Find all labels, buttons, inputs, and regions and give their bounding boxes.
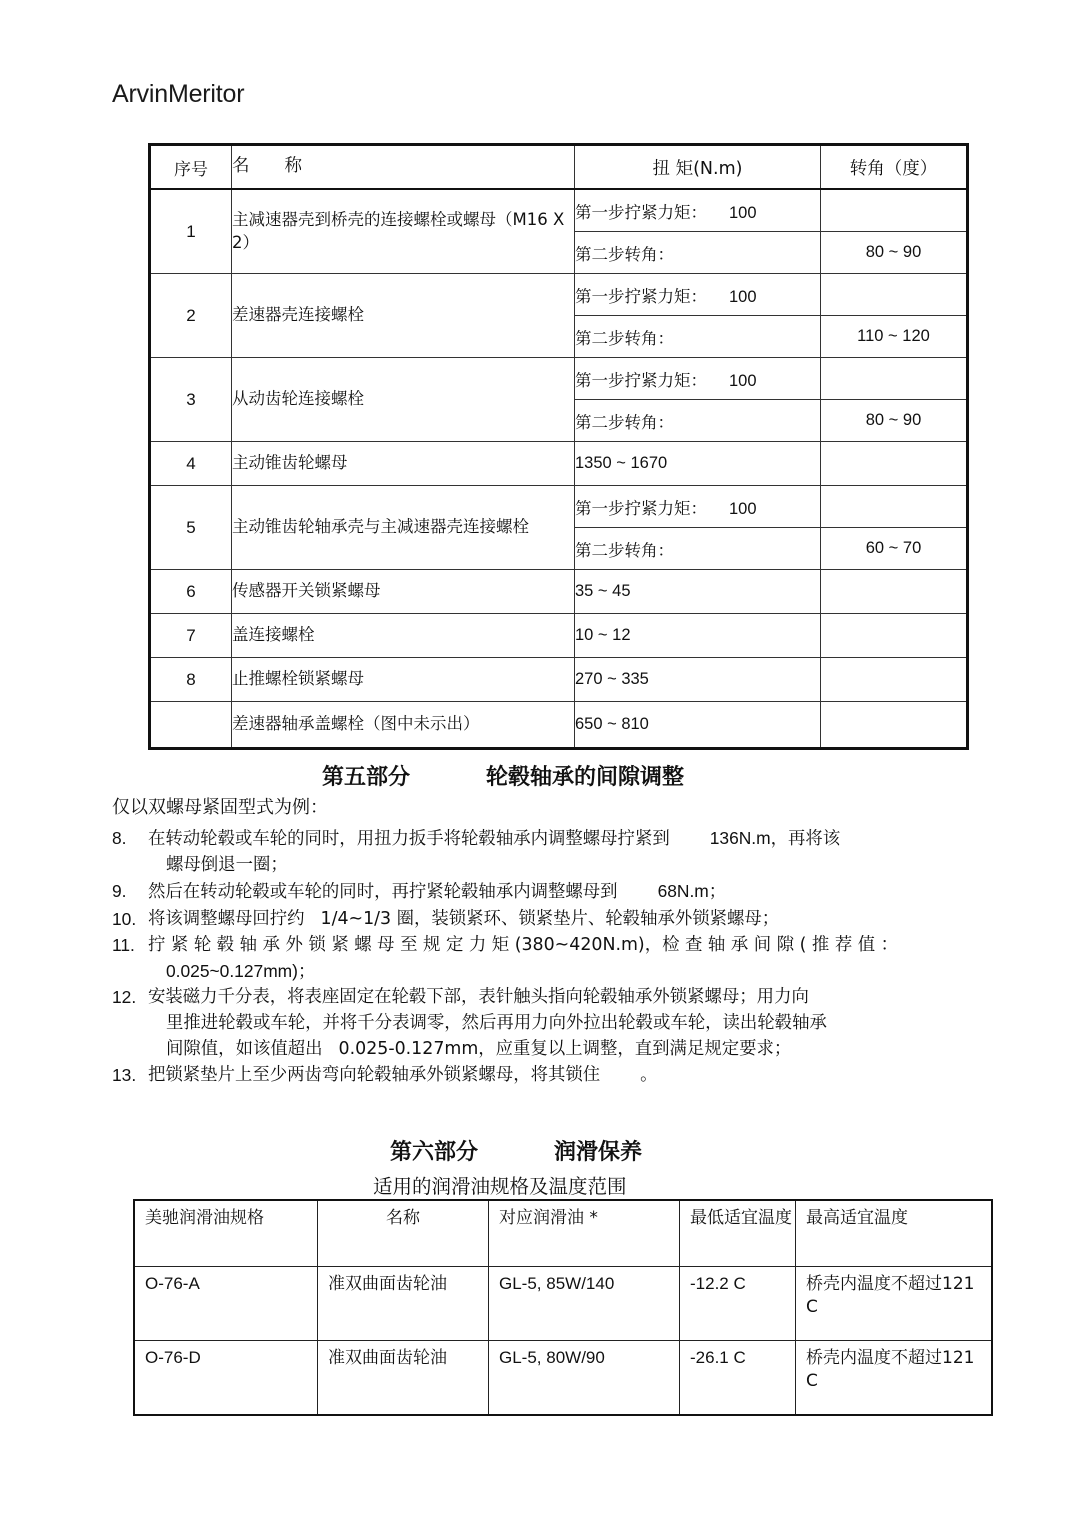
table-row [150, 442, 968, 486]
list-item-number: 10. [112, 908, 137, 929]
list-item-number: 13. [112, 1065, 137, 1086]
list-item [112, 933, 992, 984]
list-item-number: 12. [112, 987, 137, 1008]
lube-header-name: 名称 [318, 1200, 489, 1267]
section5-heading [322, 760, 684, 791]
lube-cell-max-temp: 桥壳内温度不超过121 C [796, 1341, 993, 1416]
list-item-text-b: 68N.m； [657, 881, 727, 902]
cell-serial: 4 [150, 442, 232, 486]
list-item [112, 879, 992, 906]
list-item-text-a: 把锁紧垫片上至少两齿弯向轮毂轴承外锁紧螺母，将其锁住 [148, 1065, 601, 1086]
table-row [150, 614, 968, 658]
list-item-text-a: 将该调整螺母回拧约 [148, 908, 305, 929]
cell-serial: 8 [150, 658, 232, 702]
section6-title: 第六部分 [390, 1140, 479, 1165]
section5-intro: 仅以双螺母紧固型式为例： [112, 797, 328, 818]
list-item-text-line2: 螺母倒退一圈； [166, 854, 288, 875]
list-item-text-line3 [148, 1037, 992, 1063]
cell-angle [821, 570, 968, 614]
cell-name: 差速器轴承盖螺栓（图中未示出） [232, 702, 575, 749]
lube-header-spec: 美驰润滑油规格 [134, 1200, 318, 1267]
cell-serial: 5 [150, 486, 232, 570]
step1-label: 第一步拧紧力矩： [575, 370, 707, 390]
section5-step-list [112, 826, 992, 1090]
list-item-body [148, 933, 992, 984]
header-cell-angle: 转角（度） [821, 145, 968, 190]
cell-torque: 35 ~ 45 [575, 570, 821, 614]
list-item-text-b: 136N.m，再将该 [709, 828, 841, 848]
cell-angle-empty [821, 189, 968, 232]
list-item-number: 9. [112, 881, 127, 902]
list-item-text-line2: 0.025~0.127mm)； [166, 960, 316, 981]
cell-angle [821, 442, 968, 486]
cell-angle: 110 ~ 120 [821, 316, 968, 358]
cell-angle-empty [821, 486, 968, 528]
cell-angle [821, 614, 968, 658]
list-item-text-b: 1/4~1/3 圈，装锁紧环、锁紧垫片、轮毂轴承外锁紧螺母； [320, 908, 780, 929]
list-item-body [148, 879, 992, 906]
list-item-text-line2: 里推进轮毂或车轮，并将千分表调零，然后再用力向外拉出轮毂或车轮，读出轮毂轴承 [166, 1013, 827, 1034]
lube-cell-max-temp: 桥壳内温度不超过121 C [796, 1267, 993, 1341]
lube-table-header-row [134, 1200, 992, 1267]
section6-table-caption: 适用的润滑油规格及温度范围 [373, 1175, 627, 1198]
list-item-text-a: 然后在转动轮毂或车轮的同时，再拧紧轮毂轴承内调整螺母到 [148, 882, 618, 903]
cell-angle-empty [821, 358, 968, 400]
cell-serial [150, 702, 232, 749]
step1-value: 100 [729, 203, 757, 222]
cell-angle: 60 ~ 70 [821, 528, 968, 570]
lube-table-row [134, 1267, 992, 1341]
cell-angle-empty [821, 274, 968, 316]
cell-torque-step2: 第二步转角： [575, 528, 821, 570]
cell-torque-step2: 第二步转角： [575, 316, 821, 358]
cell-torque-step2: 第二步转角： [575, 400, 821, 442]
cell-torque-step1 [575, 358, 821, 400]
cell-torque-step1 [575, 189, 821, 232]
cell-name: 主动锥齿轮螺母 [232, 442, 575, 486]
cell-torque-step1 [575, 274, 821, 316]
cell-torque: 270 ~ 335 [575, 658, 821, 702]
cell-angle: 80 ~ 90 [821, 232, 968, 274]
step1-value: 100 [729, 499, 757, 518]
cell-torque-step1 [575, 486, 821, 528]
cell-torque: 1350 ~ 1670 [575, 442, 821, 486]
cell-name: 止推螺栓锁紧螺母 [232, 658, 575, 702]
table-row [150, 658, 968, 702]
table-row [150, 702, 968, 749]
section5-subtitle: 轮毂轴承的间隙调整 [486, 765, 685, 790]
lube-cell-spec: O-76-D [134, 1341, 318, 1416]
list-item-text-line3-b: 0.025-0.127mm，应重复以上调整，直到满足规定要求； [338, 1038, 792, 1059]
header-cell-serial: 序号 [150, 145, 232, 190]
list-item-body [148, 826, 992, 878]
lubricant-specification-table [133, 1199, 993, 1416]
table-row [150, 274, 968, 316]
list-item-body [148, 907, 992, 933]
brand-logo-text: ArvinMeritor [112, 80, 245, 108]
list-item [112, 985, 992, 1062]
list-item [112, 826, 992, 878]
lube-cell-min-temp: -12.2 C [680, 1267, 796, 1341]
cell-torque: 10 ~ 12 [575, 614, 821, 658]
list-item-text-line3-a: 间隙值，如该值超出 [166, 1038, 323, 1059]
list-item-text-a: 拧 紧 轮 毂 轴 承 外 锁 紧 螺 母 至 规 定 力 矩 (380~420N.m)，检 查 轴 承 间 隙 ( 推 荐 值 ： [148, 935, 899, 956]
cell-torque-step2: 第二步转角： [575, 232, 821, 274]
cell-serial: 6 [150, 570, 232, 614]
cell-name: 差速器壳连接螺栓 [232, 274, 575, 358]
cell-name: 传感器开关锁紧螺母 [232, 570, 575, 614]
table-header-row [150, 145, 968, 190]
lube-table-row [134, 1341, 992, 1416]
lube-cell-equivalent: GL-5, 80W/90 [489, 1341, 680, 1416]
section6-heading [390, 1135, 642, 1166]
cell-name: 主动锥齿轮轴承壳与主减速器壳连接螺栓 [232, 486, 575, 570]
table-row [150, 486, 968, 528]
lube-header-max-temp: 最高适宜温度 [796, 1200, 993, 1267]
cell-name: 从动齿轮连接螺栓 [232, 358, 575, 442]
lube-cell-equivalent: GL-5, 85W/140 [489, 1267, 680, 1341]
cell-serial: 3 [150, 358, 232, 442]
header-cell-torque: 扭 矩(N.m) [575, 145, 821, 190]
list-item [112, 907, 992, 933]
step1-label: 第一步拧紧力矩： [575, 202, 707, 222]
cell-torque: 650 ~ 810 [575, 702, 821, 749]
cell-name: 主减速器壳到桥壳的连接螺栓或螺母（M16 X 2） [232, 189, 575, 274]
section5-title: 第五部分 [322, 765, 411, 790]
lube-header-equivalent: 对应润滑油 * [489, 1200, 680, 1267]
header-cell-name: 名 称 [232, 145, 575, 190]
list-item-number: 8. [112, 828, 127, 848]
lube-cell-name: 准双曲面齿轮油 [318, 1341, 489, 1416]
table-row [150, 358, 968, 400]
torque-specification-table [148, 143, 969, 750]
cell-angle [821, 702, 968, 749]
lube-cell-spec: O-76-A [134, 1267, 318, 1341]
table-row [150, 570, 968, 614]
step1-label: 第一步拧紧力矩： [575, 498, 707, 518]
cell-name: 盖连接螺栓 [232, 614, 575, 658]
list-item-body [148, 1063, 992, 1089]
cell-angle: 80 ~ 90 [821, 400, 968, 442]
cell-serial: 1 [150, 189, 232, 274]
table-row [150, 189, 968, 232]
list-item-number: 11. [112, 935, 135, 956]
list-item-text-b: 。 [640, 1065, 658, 1086]
cell-angle [821, 658, 968, 702]
lube-header-min-temp: 最低适宜温度 [680, 1200, 796, 1267]
step1-value: 100 [729, 287, 757, 306]
lube-cell-min-temp: -26.1 C [680, 1341, 796, 1416]
cell-serial: 2 [150, 274, 232, 358]
list-item-text-a: 安装磁力千分表，将表座固定在轮毂下部，表针触头指向轮毂轴承外锁紧螺母；用力向 [148, 987, 809, 1008]
lube-cell-name: 准双曲面齿轮油 [318, 1267, 489, 1341]
section6-subtitle: 润滑保养 [554, 1140, 643, 1165]
step1-label: 第一步拧紧力矩： [575, 286, 707, 306]
list-item [112, 1063, 992, 1089]
step1-value: 100 [729, 371, 757, 390]
list-item-body [148, 985, 992, 1062]
list-item-text-a: 在转动轮毂或车轮的同时，用扭力扳手将轮毂轴承内调整螺母拧紧到 [148, 829, 670, 849]
cell-serial: 7 [150, 614, 232, 658]
